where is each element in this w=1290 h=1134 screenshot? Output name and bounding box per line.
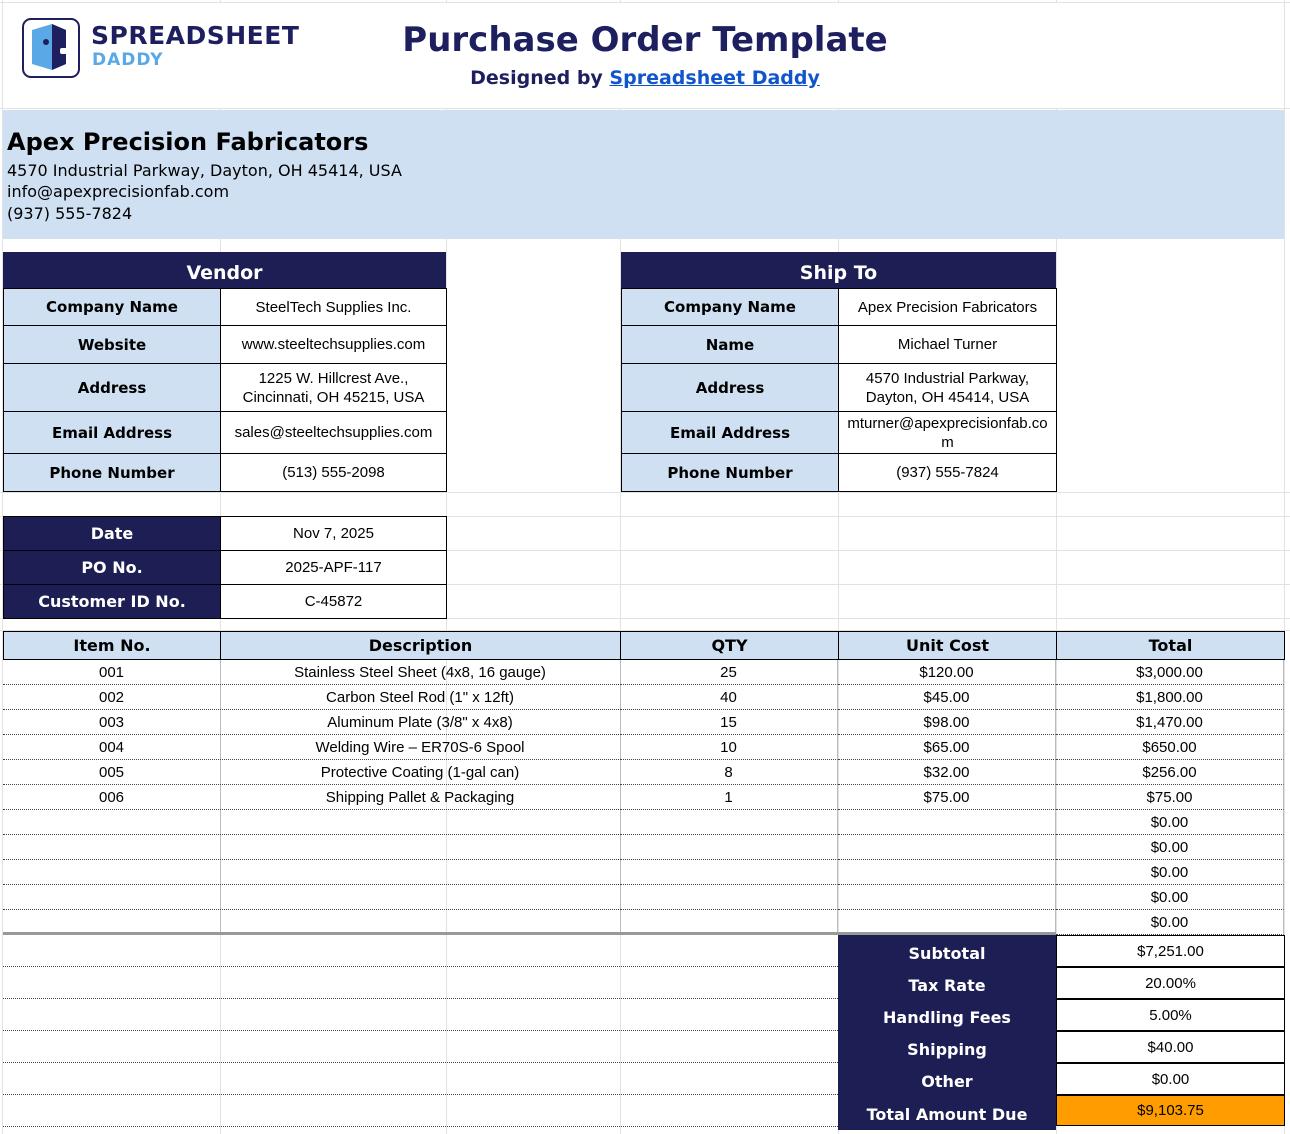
po-number-label: PO No.: [3, 550, 221, 585]
table-row: [3, 710, 1285, 735]
vendor-company-value[interactable]: SteelTech Supplies Inc.: [220, 288, 447, 326]
shipping-label: Shipping: [838, 1031, 1056, 1063]
summary-left-area: [3, 935, 838, 1130]
total-amount-due-value[interactable]: $9,103.75: [1056, 1095, 1285, 1126]
item-no-cell[interactable]: 006: [3, 785, 221, 810]
vendor-phone-value[interactable]: (513) 555-2098: [220, 453, 447, 492]
company-name: Apex Precision Fabricators: [7, 128, 369, 156]
column-header-item-no: Item No.: [3, 631, 221, 660]
other-label: Other: [838, 1063, 1056, 1095]
vendor-website-value[interactable]: www.steeltechsupplies.com: [220, 325, 447, 364]
total-cell[interactable]: $650.00: [1056, 735, 1284, 760]
description-cell[interactable]: Protective Coating (1-gal can): [220, 760, 621, 785]
unit-cost-cell[interactable]: $98.00: [838, 710, 1056, 735]
item-no-cell[interactable]: [3, 810, 221, 835]
po-number-value[interactable]: 2025-APF-117: [220, 550, 447, 585]
table-row: [3, 835, 1285, 860]
logo-text-line2: DADDY: [92, 50, 164, 70]
column-header-total: Total: [1056, 631, 1285, 660]
ship-address-value[interactable]: 4570 Industrial Parkway, Dayton, OH 45414, USA: [838, 363, 1057, 412]
unit-cost-cell[interactable]: $120.00: [838, 660, 1056, 685]
total-cell[interactable]: $3,000.00: [1056, 660, 1284, 685]
ship-phone-value[interactable]: (937) 555-7824: [838, 453, 1057, 492]
ship-address-label: Address: [621, 363, 839, 412]
ship-company-label: Company Name: [621, 288, 839, 326]
company-email: info@apexprecisionfab.com: [7, 182, 230, 201]
unit-cost-cell[interactable]: [838, 860, 1056, 885]
description-cell[interactable]: Welding Wire – ER70S-6 Spool: [220, 735, 621, 760]
total-amount-due-label: Total Amount Due: [838, 1095, 1056, 1130]
subtotal-label: Subtotal: [838, 935, 1056, 967]
handling-fees-value[interactable]: 5.00%: [1056, 999, 1285, 1031]
total-cell[interactable]: $0.00: [1056, 835, 1284, 860]
column-header-description: Description: [220, 631, 621, 660]
description-cell[interactable]: Stainless Steel Sheet (4x8, 16 gauge): [220, 660, 621, 685]
unit-cost-cell[interactable]: $65.00: [838, 735, 1056, 760]
ship-name-label: Name: [621, 325, 839, 364]
total-cell[interactable]: $1,800.00: [1056, 685, 1284, 710]
handling-fees-label: Handling Fees: [838, 999, 1056, 1031]
column-header-unit-cost: Unit Cost: [838, 631, 1057, 660]
qty-cell[interactable]: 8: [620, 760, 838, 785]
unit-cost-cell[interactable]: $32.00: [838, 760, 1056, 785]
table-row: [3, 810, 1285, 835]
table-row: [3, 885, 1285, 910]
total-cell[interactable]: $0.00: [1056, 860, 1284, 885]
item-no-cell[interactable]: 001: [3, 660, 221, 685]
designer-link[interactable]: Spreadsheet Daddy: [609, 67, 820, 89]
ship-email-label: Email Address: [621, 411, 839, 454]
description-cell[interactable]: [220, 810, 621, 835]
qty-cell[interactable]: [620, 835, 838, 860]
qty-cell[interactable]: 25: [620, 660, 838, 685]
qty-cell[interactable]: 40: [620, 685, 838, 710]
column-header-qty: QTY: [620, 631, 839, 660]
table-row: [3, 760, 1285, 785]
unit-cost-cell[interactable]: $75.00: [838, 785, 1056, 810]
items-table-body: [3, 660, 1285, 935]
total-cell[interactable]: $0.00: [1056, 910, 1284, 935]
vendor-heading: Vendor: [3, 252, 446, 288]
item-no-cell[interactable]: 003: [3, 710, 221, 735]
item-no-cell[interactable]: [3, 835, 221, 860]
table-row: [3, 685, 1285, 710]
item-no-cell[interactable]: [3, 860, 221, 885]
other-value[interactable]: $0.00: [1056, 1063, 1285, 1095]
shipping-value[interactable]: $40.00: [1056, 1031, 1285, 1063]
date-value[interactable]: Nov 7, 2025: [220, 516, 447, 551]
total-cell[interactable]: $0.00: [1056, 885, 1284, 910]
unit-cost-cell[interactable]: [838, 885, 1056, 910]
vendor-company-label: Company Name: [3, 288, 221, 326]
date-label: Date: [3, 516, 221, 551]
total-cell[interactable]: $256.00: [1056, 760, 1284, 785]
customer-id-label: Customer ID No.: [3, 584, 221, 619]
designed-by-text: Designed by: [470, 67, 610, 89]
table-row: [3, 660, 1285, 685]
description-cell[interactable]: Aluminum Plate (3/8" x 4x8): [220, 710, 621, 735]
vendor-email-label: Email Address: [3, 411, 221, 454]
ship-email-value[interactable]: mturner@apexprecisionfab.com: [838, 411, 1057, 454]
qty-cell[interactable]: [620, 810, 838, 835]
ship-phone-label: Phone Number: [621, 453, 839, 492]
spreadsheet-daddy-logo-icon: [22, 18, 80, 78]
description-cell[interactable]: [220, 860, 621, 885]
description-cell[interactable]: Shipping Pallet & Packaging: [220, 785, 621, 810]
table-row: [3, 785, 1285, 810]
unit-cost-cell[interactable]: [838, 835, 1056, 860]
customer-id-value[interactable]: C-45872: [220, 584, 447, 619]
unit-cost-cell[interactable]: [838, 810, 1056, 835]
qty-cell[interactable]: 1: [620, 785, 838, 810]
qty-cell[interactable]: [620, 860, 838, 885]
description-cell[interactable]: [220, 835, 621, 860]
total-cell[interactable]: $0.00: [1056, 810, 1284, 835]
ship-company-value[interactable]: Apex Precision Fabricators: [838, 288, 1057, 326]
qty-cell[interactable]: [620, 885, 838, 910]
item-no-cell[interactable]: 002: [3, 685, 221, 710]
tax-rate-label: Tax Rate: [838, 967, 1056, 999]
company-phone: (937) 555-7824: [7, 204, 133, 223]
item-no-cell[interactable]: [3, 885, 221, 910]
item-no-cell[interactable]: 005: [3, 760, 221, 785]
table-row: [3, 735, 1285, 760]
total-cell[interactable]: $1,470.00: [1056, 710, 1284, 735]
vendor-phone-label: Phone Number: [3, 453, 221, 492]
total-cell[interactable]: $75.00: [1056, 785, 1284, 810]
qty-cell[interactable]: 15: [620, 710, 838, 735]
description-cell[interactable]: [220, 885, 621, 910]
page-subtitle: [300, 67, 990, 89]
logo: [22, 18, 300, 78]
vendor-email-value[interactable]: sales@steeltechsupplies.com: [220, 411, 447, 454]
company-info-band: [3, 110, 1284, 239]
tax-rate-value[interactable]: 20.00%: [1056, 967, 1285, 999]
qty-cell[interactable]: 10: [620, 735, 838, 760]
item-no-cell[interactable]: 004: [3, 735, 221, 760]
logo-text-line1: SPREADSHEET: [91, 21, 300, 50]
vendor-address-label: Address: [3, 363, 221, 412]
vendor-website-label: Website: [3, 325, 221, 364]
vendor-address-value[interactable]: 1225 W. Hillcrest Ave., Cincinnati, OH 45215, USA: [220, 363, 447, 412]
ship-name-value[interactable]: Michael Turner: [838, 325, 1057, 364]
page-title: Purchase Order Template: [402, 20, 888, 60]
ship-to-heading: Ship To: [621, 252, 1056, 288]
description-cell[interactable]: Carbon Steel Rod (1" x 12ft): [220, 685, 621, 710]
unit-cost-cell[interactable]: $45.00: [838, 685, 1056, 710]
table-row: [3, 860, 1285, 885]
company-address: 4570 Industrial Parkway, Dayton, OH 45414, USA: [7, 161, 402, 180]
subtotal-value[interactable]: $7,251.00: [1056, 935, 1285, 967]
